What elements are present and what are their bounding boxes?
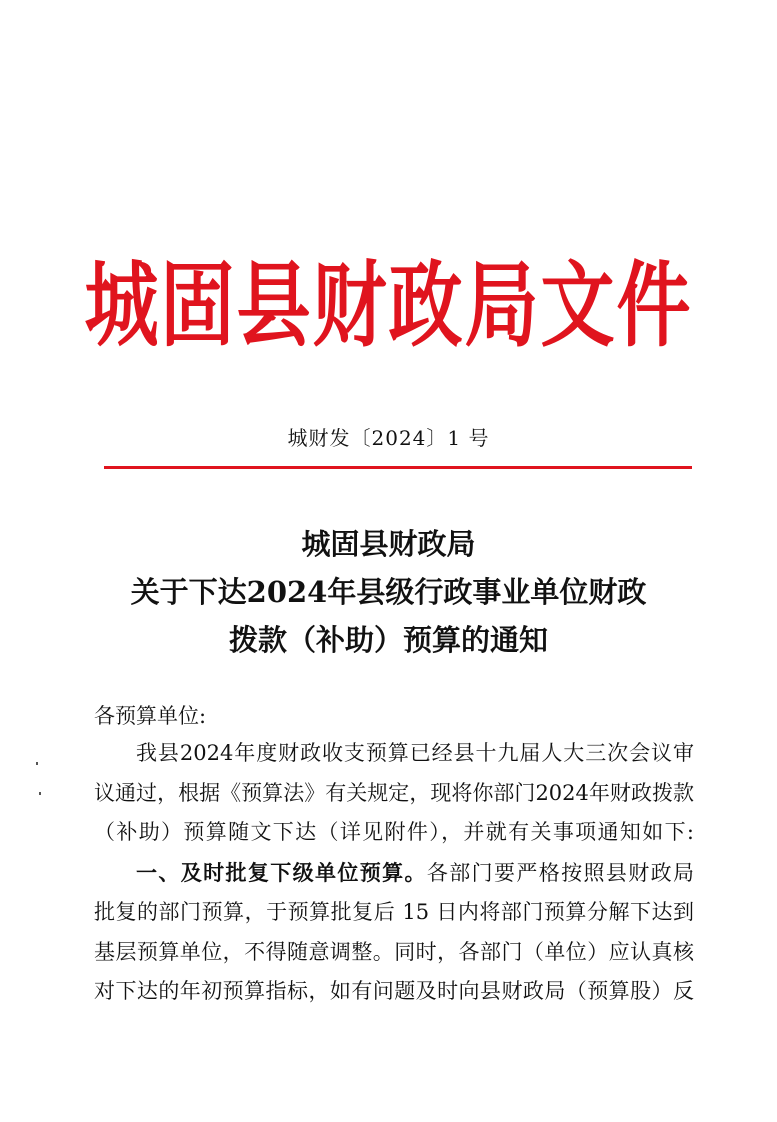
section-heading-1: 一、及时批复下级单位预算。 — [136, 859, 427, 885]
paragraph-2-line-1-rest: 各部门要严格按照县财政局 — [426, 860, 694, 885]
paragraph-1-line-2: 议通过，根据《预算法》有关规定，现将你部门2024年财政拨款 — [94, 780, 694, 805]
scan-speck — [36, 762, 38, 765]
paragraph-1-line-1: 我县2024年度财政收支预算已经县十九届人大三次会议审 — [136, 741, 694, 765]
notice-title-line-1: 城固县财政局 — [301, 527, 476, 561]
paragraph-2-line-1 — [94, 853, 694, 894]
body-text — [94, 734, 694, 1012]
red-divider-rule — [104, 466, 692, 469]
document-number: 城财发〔2024〕1 号 — [287, 426, 490, 450]
paragraph-2-line-3: 基层预算单位，不得随意调整。同时，各部门（单位）应认真核 — [94, 939, 694, 964]
scan-speck — [39, 792, 41, 795]
paragraph-2-line-4: 对下达的年初预算指标，如有问题及时向县财政局（预算股）反 — [94, 979, 694, 1003]
notice-title-line-2: 关于下达2024年县级行政事业单位财政 — [130, 575, 647, 609]
salutation: 各预算单位: — [94, 704, 207, 728]
paragraph-2-line-2: 批复的部门预算，于预算批复后 15 日内将部门预算分解下达到 — [94, 900, 694, 924]
masthead-title: 城固县财政局文件 — [84, 252, 693, 360]
paragraph-1-line-3: （补助）预算随文下达（详见附件），并就有关事项通知如下: — [94, 820, 694, 844]
notice-title-line-3: 拨款（补助）预算的通知 — [228, 623, 548, 657]
notice-title — [60, 520, 717, 664]
